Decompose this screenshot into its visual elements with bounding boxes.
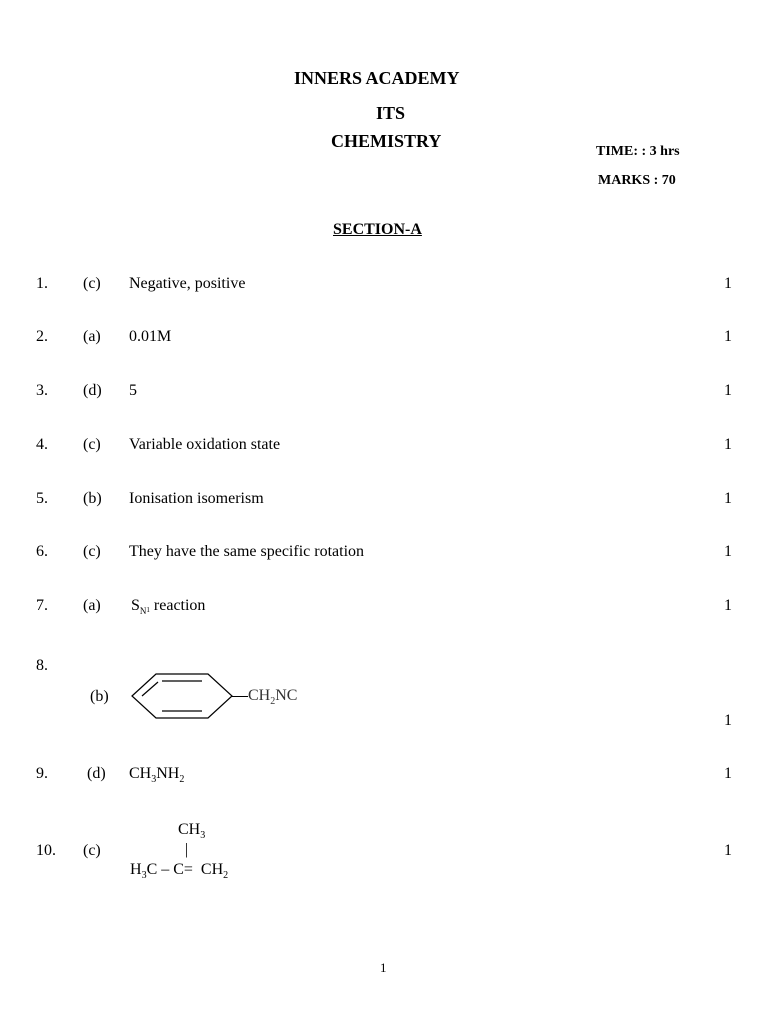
question-option: (c) <box>83 275 101 292</box>
benzene-ring-structure <box>128 670 238 722</box>
question-marks: 1 <box>724 712 732 729</box>
question-marks: 1 <box>724 382 732 399</box>
question-answer: Variable oxidation state <box>129 436 281 453</box>
question-marks: 1 <box>724 490 732 507</box>
institute-title: INNERS ACADEMY <box>294 68 460 88</box>
answer-prefix: S <box>131 597 140 614</box>
question-marks: 1 <box>724 275 732 292</box>
exam-title: ITS <box>376 103 406 123</box>
answer-suffix: reaction <box>149 597 206 614</box>
answer-subscript: N <box>139 606 147 616</box>
time-label: TIME: : 3 hrs <box>596 144 680 159</box>
question-number: 7. <box>36 597 48 614</box>
question-answer: 0.01M <box>129 328 172 345</box>
main-chain: $H_3C - C= CH_2$ <box>130 861 229 882</box>
marks-label: MARKS : 70 <box>598 173 676 188</box>
section-heading: SECTION-A <box>333 221 422 238</box>
question-number: 10. <box>36 842 56 859</box>
question-answer: They have the same specific rotation <box>129 543 365 560</box>
question-option: (b) <box>90 688 109 705</box>
question-option: (c) <box>83 842 101 859</box>
question-number: 4. <box>36 436 48 453</box>
question-answer: Ionisation isomerism <box>129 490 264 507</box>
question-answer <box>131 597 205 615</box>
substituent-prefix: CH <box>248 687 271 704</box>
question-answer: Negative, positive <box>129 275 246 292</box>
question-marks: 1 <box>724 436 732 453</box>
question-option: (c) <box>83 436 101 453</box>
question-number: 8. <box>36 657 48 674</box>
question-number: 6. <box>36 543 48 560</box>
question-answer: 5 <box>129 382 137 399</box>
question-marks: 1 <box>724 597 732 614</box>
vertical-bond: | <box>185 841 189 858</box>
answer-sub-index: 1 <box>146 606 150 614</box>
page-number: 1 <box>380 960 387 975</box>
substituent-tail: NC <box>275 687 298 704</box>
question-marks: 1 <box>724 543 732 560</box>
substituent-label <box>248 687 297 707</box>
question-option: (d) <box>83 382 102 399</box>
methyl-group: $CH_3$ <box>178 821 206 842</box>
question-marks: 1 <box>724 842 732 859</box>
question-number: 3. <box>36 382 48 399</box>
question-number: 5. <box>36 490 48 507</box>
question-option: (a) <box>83 597 101 614</box>
question-answer: $CH_3NH_2$ <box>129 765 185 786</box>
substituent-subscript: 2 <box>270 696 276 708</box>
question-option: (a) <box>83 328 101 345</box>
question-marks: 1 <box>724 765 732 782</box>
subject-title: CHEMISTRY <box>331 131 442 151</box>
question-number: 1. <box>36 275 48 292</box>
question-option: (d) <box>87 765 106 782</box>
bond-line <box>232 696 248 697</box>
question-number: 2. <box>36 328 48 345</box>
question-option: (b) <box>83 490 102 507</box>
question-number: 9. <box>36 765 48 782</box>
question-marks: 1 <box>724 328 732 345</box>
question-option: (c) <box>83 543 101 560</box>
